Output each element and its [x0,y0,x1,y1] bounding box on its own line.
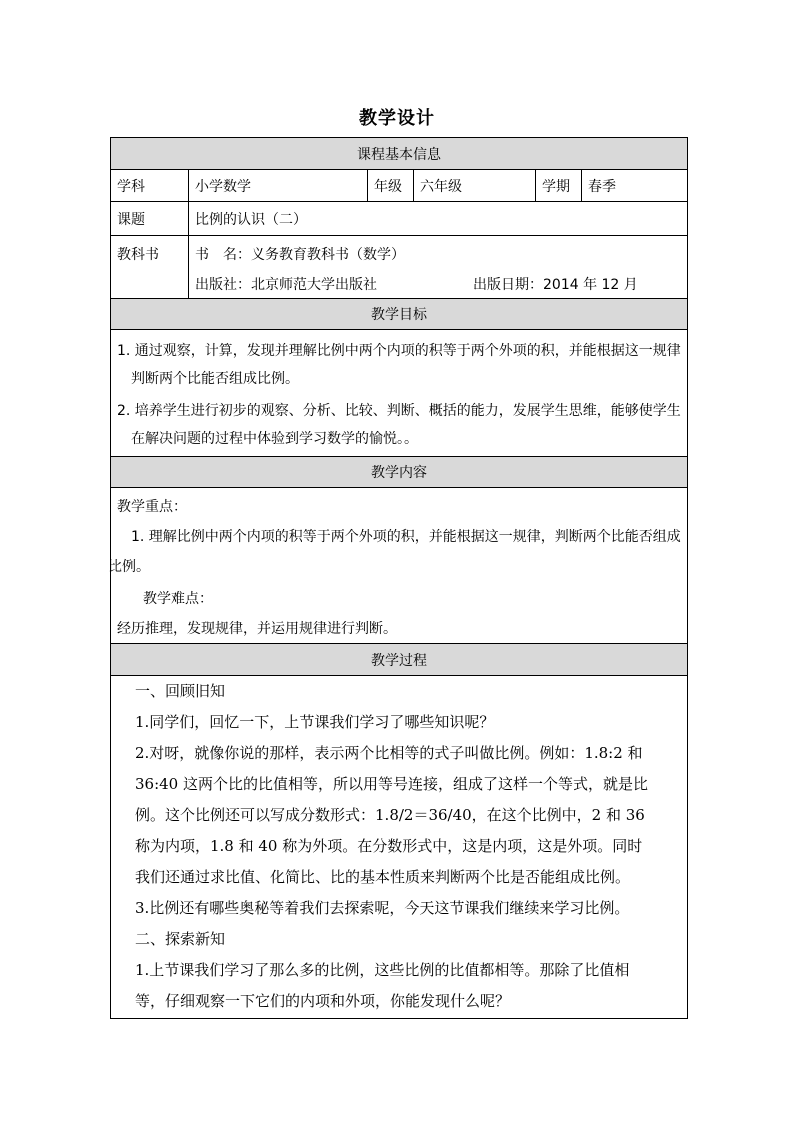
subject-value: 小学数学 [188,170,367,201]
goal-item-2: 2. 培养学生进行初步的观察、分析、比较、判断、概括的能力，发展学生思维，能够使学生 [117,403,681,419]
process-line-4: 36:40 这两个比的比值相等，所以用等号连接，组成了这样一个等式，就是比 [135,775,648,793]
content-header-label: 教学内容 [371,465,427,481]
process-body [110,676,688,1019]
term-label: 学期 [535,170,581,201]
process-line-6: 称为内项，1.8 和 40 称为外项。在分数形式中，这是内项，这是外项。同时 [135,837,643,855]
process-line-9: 二、探索新知 [135,930,226,948]
process-line-10: 1.上节课我们学习了那么多的比例，这些比例的比值都相等。那除了比值相 [135,961,630,979]
process-line-3: 2.对呀，就像你说的那样，表示两个比相等的式子叫做比例。例如：1.8:2 和 [135,744,643,762]
difficulty-label: 教学难点： [143,591,213,607]
lesson-plan-table [110,137,688,1019]
process-line-11: 等，仔细观察一下它们的内项和外项，你能发现什么呢？ [135,992,511,1010]
textbook-info [188,236,687,298]
grade-value: 六年级 [413,170,535,201]
page-title: 教学设计 [359,108,435,129]
process-header-label: 教学过程 [371,652,427,669]
basic-info-header [110,137,688,170]
goals-body [110,330,688,457]
textbook-label: 教科书 [117,247,159,263]
process-line-7: 我们还通过求比值、化简比、比的基本性质来判断两个比是否能组成比例。 [135,868,631,886]
subject-label: 学科 [117,178,145,195]
goal-item-2-cont: 在解决问题的过程中体验到学习数学的愉悦。。 [131,431,418,447]
subject-row [110,170,688,202]
textbook-row [110,236,688,299]
basic-info-header-label: 课程基本信息 [357,146,441,163]
key-points-label: 教学重点： [117,499,187,515]
term-value: 春季 [581,170,687,201]
goals-header [110,299,688,330]
process-line-5: 例。这个比例还可以写成分数形式：1.8/2＝36/40，在这个比例中，2 和 36 [135,806,645,824]
topic-value: 比例的认识（二） [188,202,687,235]
goals-header-label: 教学目标 [371,307,427,323]
key-point-1-cont: 比例。 [108,559,150,575]
content-header [110,457,688,488]
topic-label: 课题 [117,211,145,228]
grade-label: 年级 [367,170,413,201]
process-header [110,644,688,676]
publish-date: 出版日期：2014 年 12 月 [473,277,638,293]
goal-item-1-cont: 判断两个比能否组成比例。 [131,371,299,387]
difficulty-text: 经历推理，发现规律，并运用规律进行判断。 [117,621,397,637]
process-line-2: 1.同学们，回忆一下，上节课我们学习了哪些知识呢？ [135,713,495,731]
topic-row [110,202,688,236]
key-point-1: 1. 理解比例中两个内项的积等于两个外项的积，并能根据这一规律，判断两个比能否组成 [131,529,681,545]
publisher: 出版社：北京师范大学出版社 [195,277,377,293]
book-name: 书 名：义务教育教科书（数学） [195,247,405,263]
process-line-1: 一、回顾旧知 [135,682,226,700]
content-body [110,488,688,644]
goal-item-1: 1. 通过观察，计算，发现并理解比例中两个内项的积等于两个外项的积，并能根据这一规律 [117,343,681,359]
process-line-8: 3.比例还有哪些奥秘等着我们去探索呢，今天这节课我们继续来学习比例。 [135,899,630,917]
